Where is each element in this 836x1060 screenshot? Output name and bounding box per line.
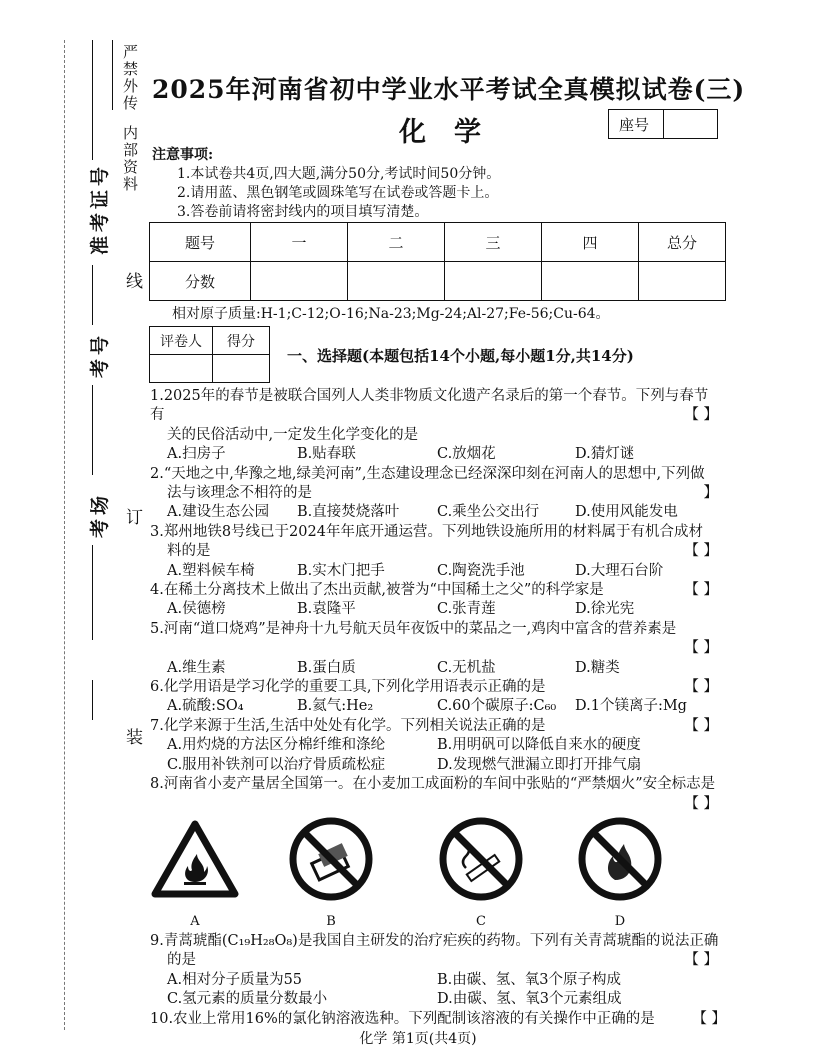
score-header: 三 xyxy=(445,223,542,262)
option: B.直接焚烧落叶 xyxy=(297,504,400,521)
margin-zhuang-char: 装 xyxy=(122,728,142,747)
no-open-flame-icon xyxy=(575,814,665,904)
question-4 xyxy=(150,581,720,620)
notes-item: 2.请用蓝、黑色钢笔或圆珠笔写在试卷或答题卡上。 xyxy=(177,185,499,201)
option: C.服用补铁剂可以治疗骨质疏松症 xyxy=(167,756,386,773)
option: A.塑料候车椅 xyxy=(167,562,255,579)
answer-bracket[interactable]: 【 】 xyxy=(684,795,718,812)
question-stem: 10.农业上常用16%的氯化钠溶液选种。下列配制该溶液的有关操作中正确的是 xyxy=(150,1010,655,1027)
sign-label: C xyxy=(476,914,486,930)
notes-item: 3.答卷前请将密封线内的项目填写清楚。 xyxy=(177,204,429,220)
option: A.建设生态公园 xyxy=(167,504,270,521)
question-stem: 9.青蒿琥酯(C₁₉H₂₈O₈)是我国自主研发的治疗疟疾的药物。下列有关青蒿琥酯的说法正确 xyxy=(150,932,719,949)
answer-bracket[interactable]: 【 】 xyxy=(684,542,718,559)
exam-room-label: 考场 xyxy=(89,491,111,538)
sign-option-c[interactable] xyxy=(436,814,526,932)
margin-ding-char: 订 xyxy=(122,508,142,527)
option: C.放烟花 xyxy=(437,446,496,463)
question-stem: 2.“天地之中,华豫之地,绿美河南”,生态建设理念已经深深印刻在河南人的思想中,下列做 xyxy=(150,465,705,482)
score-cell[interactable] xyxy=(542,262,639,301)
question-9 xyxy=(150,932,720,1010)
question-stem: 7.化学来源于生活,生活中处处有化学。下列相关说法正确的是 xyxy=(150,717,546,734)
option: A.相对分子质量为55 xyxy=(167,971,303,988)
answer-bracket[interactable]: 】 xyxy=(703,484,718,501)
option: B.袁隆平 xyxy=(297,601,356,618)
question-8 xyxy=(150,775,720,932)
question-6 xyxy=(150,678,720,717)
question-stem: 5.河南“道口烧鸡”是神舟十九号航天员年夜饭中的菜品之一,鸡肉中富含的营养素是 xyxy=(150,620,677,637)
sign-label: D xyxy=(614,914,626,930)
margin-line xyxy=(64,40,65,1030)
subject-title: 化学 xyxy=(399,117,509,148)
question-stem-cont: 法与该理念不相符的是 xyxy=(167,485,312,502)
margin-line xyxy=(92,680,93,720)
option: C.无机盐 xyxy=(437,659,496,676)
score-cell[interactable] xyxy=(445,262,542,301)
margin-inner-mark: 内部资料 xyxy=(121,125,139,193)
option: A.用灼烧的方法区分棉纤维和涤纶 xyxy=(167,737,386,754)
sign-label: A xyxy=(190,914,200,930)
question-5 xyxy=(150,620,720,678)
option: B.实木门把手 xyxy=(297,562,385,579)
option: D.发现燃气泄漏立即打开排气扇 xyxy=(437,756,642,773)
question-2 xyxy=(150,465,720,523)
option: C.60个碳原子:C₆₀ xyxy=(437,698,557,715)
question-stem-cont: 料的是 xyxy=(167,543,211,560)
sign-option-b[interactable] xyxy=(286,814,376,932)
option: A.维生素 xyxy=(167,659,226,676)
score-cell[interactable] xyxy=(639,262,726,301)
margin-line xyxy=(92,545,93,640)
score-header: 题号 xyxy=(150,223,251,262)
option: D.猜灯谜 xyxy=(575,446,635,463)
answer-bracket[interactable]: 【 】 xyxy=(692,1010,726,1027)
score-cell[interactable] xyxy=(348,262,445,301)
option: A.扫房子 xyxy=(167,446,226,463)
exam-no-label: 准考证号 xyxy=(89,162,111,255)
answer-bracket[interactable]: 【 】 xyxy=(684,717,718,734)
question-list xyxy=(150,387,726,1029)
notes-heading: 注意事项: xyxy=(152,147,214,163)
option: B.由碳、氢、氧3个原子构成 xyxy=(437,971,621,988)
margin-line-char: 线 xyxy=(122,272,142,291)
question-stem: 8.河南省小麦产量居全国第一。在小麦加工成面粉的车间中张贴的“严禁烟火”安全标志是 xyxy=(150,776,716,793)
margin-line xyxy=(112,40,113,110)
option: C.乘坐公交出行 xyxy=(437,504,540,521)
page-footer: 化学 第1页(共4页) xyxy=(359,1031,477,1047)
exam-notes xyxy=(152,146,500,222)
option: A.侯德榜 xyxy=(167,601,226,618)
answer-bracket[interactable]: 【 】 xyxy=(684,407,718,423)
option: D.使用风能发电 xyxy=(575,504,678,521)
answer-bracket[interactable]: 【 】 xyxy=(684,679,718,696)
grader-table xyxy=(149,326,270,383)
atomic-masses: 相对原子质量:H-1;C-12;O-16;Na-23;Mg-24;Al-27;Fe-56;Cu-64。 xyxy=(172,306,610,322)
safety-signs xyxy=(150,814,720,932)
score-header: 四 xyxy=(542,223,639,262)
section-heading: 一、选择题(本题包括14个小题,每小题1分,共14分) xyxy=(287,347,634,365)
score-cell[interactable] xyxy=(213,355,270,383)
score-header: 二 xyxy=(348,223,445,262)
score-row-label: 分数 xyxy=(150,262,251,301)
option: C.张青莲 xyxy=(437,601,496,618)
question-3 xyxy=(150,523,720,581)
question-7 xyxy=(150,717,720,775)
answer-bracket[interactable]: 【 】 xyxy=(684,951,718,968)
flammable-warning-icon xyxy=(150,814,240,904)
option: D.徐光宪 xyxy=(575,601,635,618)
score-cell[interactable] xyxy=(251,262,348,301)
margin-top-right: 严禁外传 xyxy=(121,44,139,112)
score-header: 总分 xyxy=(639,223,726,262)
option: C.陶瓷洗手池 xyxy=(437,562,525,579)
sign-label: B xyxy=(326,914,336,930)
no-matches-icon xyxy=(286,814,376,904)
question-stem-cont: 关的民俗活动中,一定发生化学变化的是 xyxy=(167,426,419,443)
grader-label: 评卷人 xyxy=(150,327,213,355)
seat-label: 座号 xyxy=(619,116,650,134)
option: D.大理石台阶 xyxy=(575,562,664,579)
sign-option-a[interactable] xyxy=(150,814,240,932)
score-table xyxy=(149,222,726,301)
question-stem-cont: 的是 xyxy=(167,952,196,969)
seat-number-box[interactable] xyxy=(608,109,718,139)
exam-title: 2025年河南省初中学业水平考试全真模拟试卷(三) xyxy=(152,75,746,104)
question-stem: 3.郑州地铁8号线已于2024年年底开通运营。下列地铁设施所用的材料属于有机合成材 xyxy=(150,523,703,540)
option: B.氦气:He₂ xyxy=(297,698,374,715)
grader-cell[interactable] xyxy=(150,355,213,383)
question-stem: 1.2025年的春节是被联合国列人人类非物质文化遗产名录后的第一个春节。下列与春节有 xyxy=(150,388,709,424)
sign-option-d[interactable] xyxy=(575,814,665,932)
option: B.蛋白质 xyxy=(297,659,356,676)
question-stem: 6.化学用语是学习化学的重要工具,下列化学用语表示正确的是 xyxy=(150,679,546,696)
score-label: 得分 xyxy=(213,327,270,355)
option: B.贴春联 xyxy=(297,446,356,463)
notes-item: 1.本试卷共4页,四大题,满分50分,考试时间50分钟。 xyxy=(177,166,501,182)
margin-line xyxy=(92,385,93,475)
option: D.1个镁离子:Mg xyxy=(575,698,687,715)
question-10 xyxy=(150,1010,726,1029)
score-header: 一 xyxy=(251,223,348,262)
answer-bracket[interactable]: 【 】 xyxy=(684,640,718,657)
option: A.硫酸:SO₄ xyxy=(167,698,244,715)
option: D.糖类 xyxy=(575,659,620,676)
option: B.用明矾可以降低自来水的硬度 xyxy=(437,737,641,754)
margin-line xyxy=(92,40,93,160)
answer-bracket[interactable]: 【 】 xyxy=(684,582,718,599)
seat-no-label: 考号 xyxy=(89,331,111,378)
option: D.由碳、氢、氧3个元素组成 xyxy=(437,991,622,1008)
option: C.氢元素的质量分数最小 xyxy=(167,991,328,1008)
margin-line xyxy=(92,265,93,325)
question-1 xyxy=(150,387,720,465)
no-smoking-icon xyxy=(436,814,526,904)
question-stem: 4.在稀土分离技术上做出了杰出贡献,被誉为“中国稀土之父”的科学家是 xyxy=(150,582,604,599)
